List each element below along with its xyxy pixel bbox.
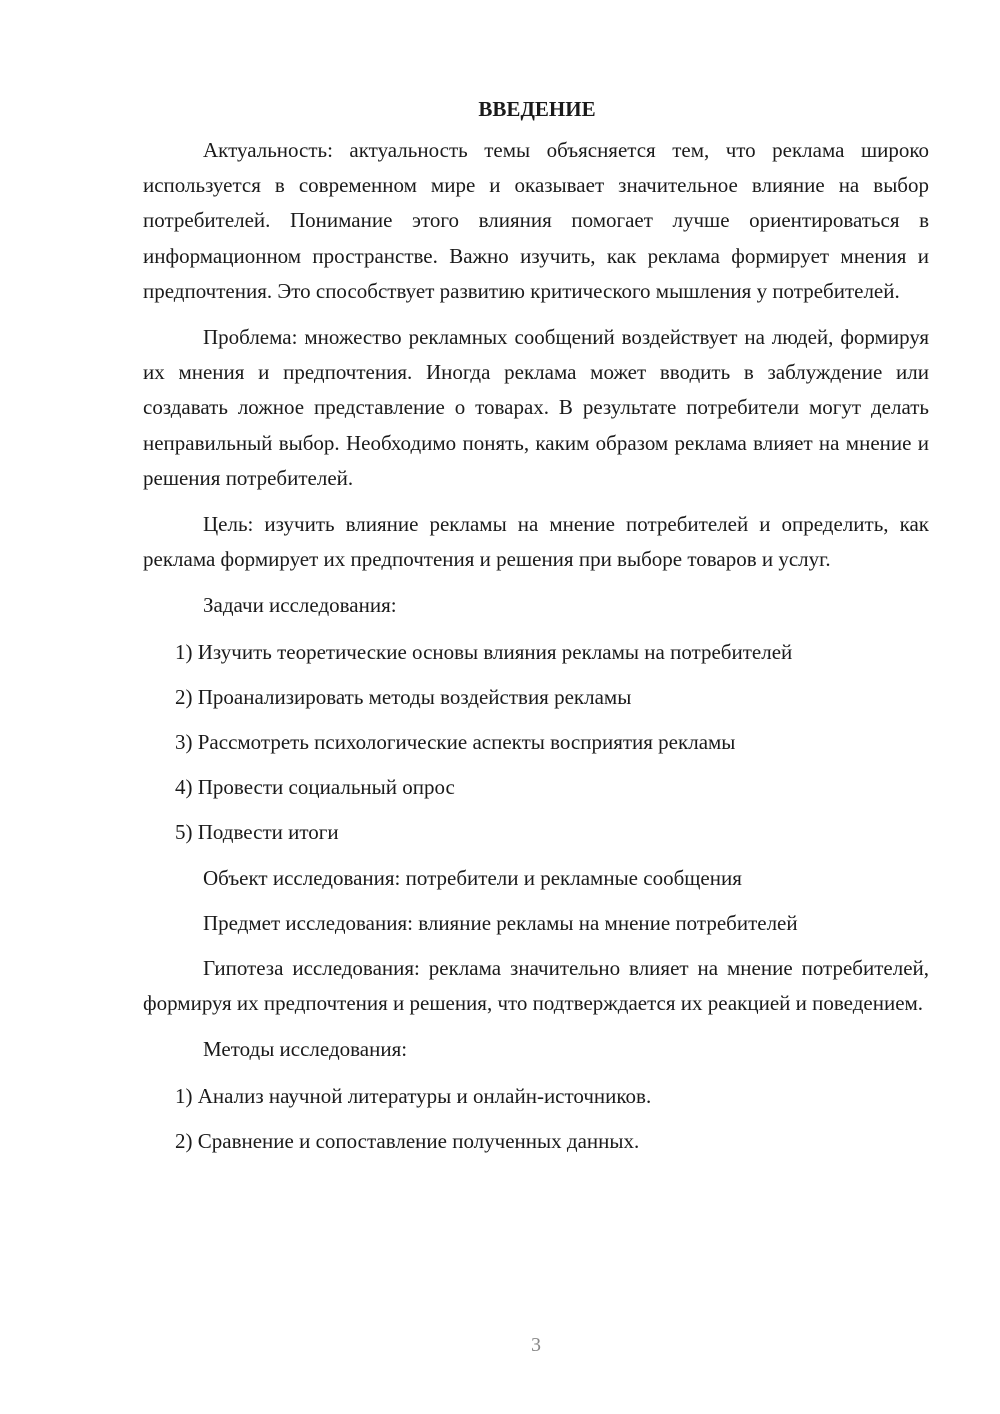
page-number: 3 bbox=[531, 1334, 541, 1356]
tasks-label: Задачи исследования: bbox=[203, 593, 397, 618]
section-title: ВВЕДЕНИЕ bbox=[478, 97, 596, 121]
research-subject: Предмет исследования: влияние рекламы на мнение потребителей bbox=[203, 910, 798, 935]
research-object: Объект исследования: потребители и рекламные сообщения bbox=[203, 865, 742, 890]
list-item: 4) Провести социальный опрос bbox=[175, 775, 455, 800]
hypothesis-paragraph: Гипотеза исследования: реклама значительно влияет на мнение потребителей, формируя их предпочтения и решения, что подтверждается их реакцией и поведением. bbox=[143, 956, 929, 1016]
document-page bbox=[143, 92, 929, 1169]
list-item: 2) Сравнение и сопоставление полученных данных. bbox=[175, 1128, 640, 1153]
problem-paragraph: Проблема: множество рекламных сообщений воздействует на людей, формируя их мнения и предпочтения. Иногда реклама может вводить в заблуждение или создавать ложное представление о товарах. В результате потребители могут делать неправильный выбор. Необходимо понять, каким образом реклама влияет на мнение и решения потребителей. bbox=[143, 325, 929, 490]
list-item: 3) Рассмотреть психологические аспекты восприятия рекламы bbox=[175, 730, 736, 755]
list-item: 2) Проанализировать методы воздействия рекламы bbox=[175, 684, 632, 709]
methods-label: Методы исследования: bbox=[203, 1037, 408, 1062]
relevance-paragraph: Актуальность: актуальность темы объясняется тем, что реклама широко используется в современном мире и оказывает значительное влияние на выбор потребителей. Понимание этого влияния помогает лучше ориентироваться в информационном пространстве. Важно изучить, как реклама формирует мнения и предпочтения. Это способствует развитию критического мышления у потребителей. bbox=[143, 138, 929, 303]
methods-list bbox=[143, 1079, 929, 1159]
list-item: 1) Анализ научной литературы и онлайн-источников. bbox=[175, 1083, 652, 1108]
goal-paragraph: Цель: изучить влияние рекламы на мнение потребителей и определить, как реклама формирует их предпочтения и решения при выборе товаров и услуг. bbox=[143, 512, 929, 572]
list-item: 5) Подвести итоги bbox=[175, 820, 339, 845]
list-item: 1) Изучить теоретические основы влияния рекламы на потребителей bbox=[175, 639, 793, 664]
tasks-list bbox=[143, 635, 929, 851]
